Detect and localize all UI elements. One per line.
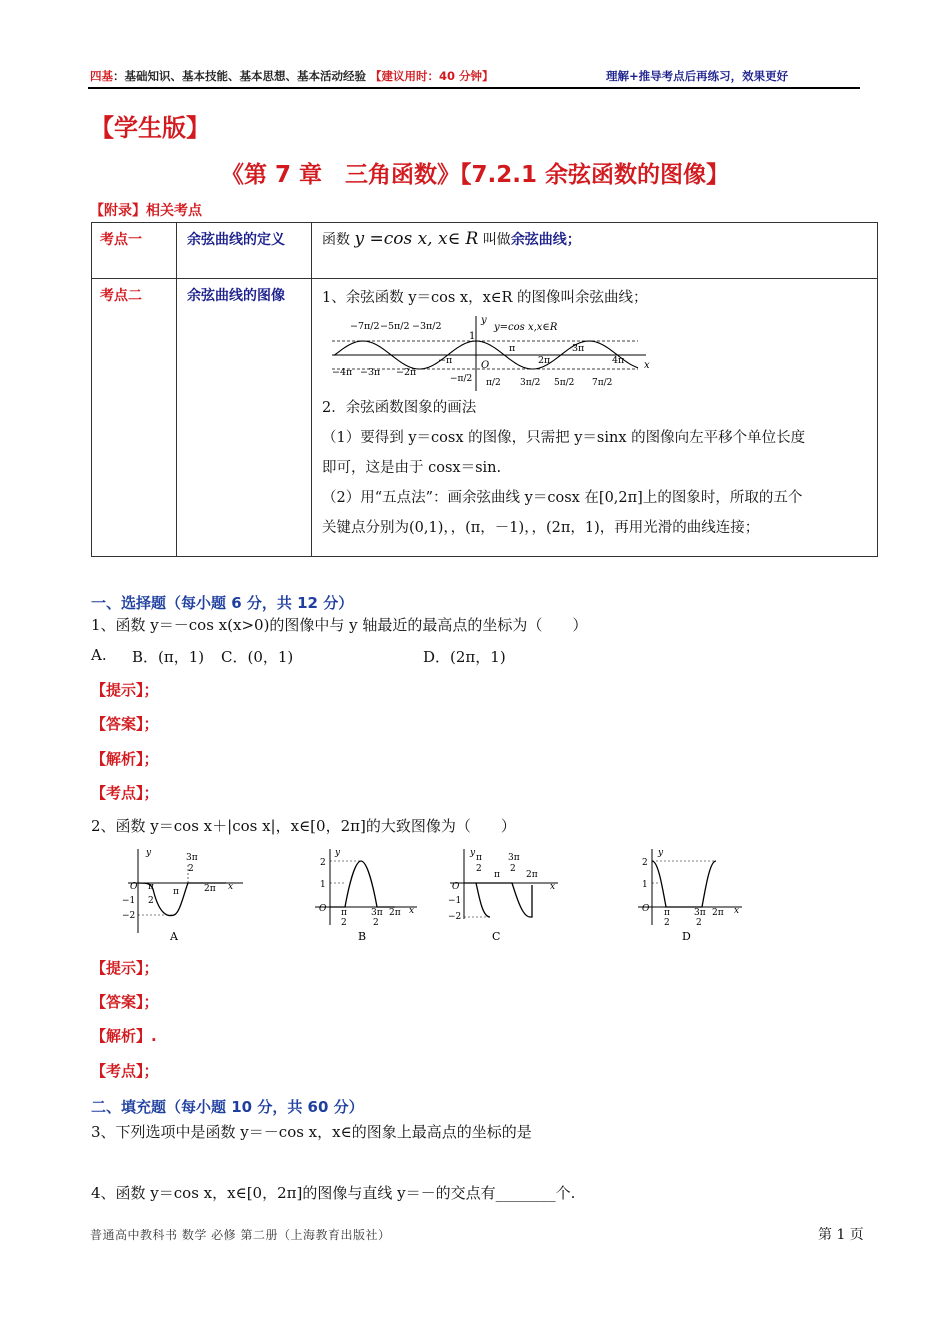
graph-c-curve-left bbox=[464, 883, 490, 917]
svg-text:π: π bbox=[148, 882, 154, 892]
row2-name: 余弦曲线的图像 bbox=[187, 288, 285, 304]
svg-text:−2: −2 bbox=[448, 912, 462, 922]
graph-lower-label: −3π bbox=[360, 367, 381, 378]
svg-text:y: y bbox=[470, 848, 476, 858]
svg-text:3π: 3π bbox=[694, 908, 706, 918]
q1-option-b[interactable]: B．(π，1) bbox=[132, 648, 205, 666]
edition-label: 【学生版】 bbox=[90, 114, 210, 142]
header-rule bbox=[88, 87, 860, 89]
svg-text:2: 2 bbox=[148, 896, 154, 906]
q2-graph-a[interactable] bbox=[118, 845, 248, 945]
row2-line5: （2）用“五点法”：画余弦曲线 y＝cosx 在[0,2π]上的图象时，所取的五个 bbox=[322, 490, 803, 506]
section1-title: 一、选择题（每小题 6 分，共 12 分） bbox=[91, 594, 354, 612]
graph-b-curve bbox=[330, 861, 395, 907]
graph-lower-frac: 5π/2 bbox=[554, 378, 575, 388]
svg-text:O: O bbox=[130, 882, 138, 892]
q2-answer: 【答案】； bbox=[91, 993, 159, 1011]
row2-line6: 关键点分别为(0,1)，，(π，－1)，，(2π，1)，再用光滑的曲线连接； bbox=[322, 520, 760, 536]
graph-lower-frac: 7π/2 bbox=[592, 378, 613, 388]
table-row bbox=[92, 279, 878, 557]
header-left-text: ：基础知识、基本技能、基本思想、基本活动经验 bbox=[113, 69, 366, 83]
table-row bbox=[92, 223, 878, 279]
svg-text:O: O bbox=[319, 904, 327, 914]
svg-text:3π: 3π bbox=[371, 908, 383, 918]
q1-point: 【考点】； bbox=[91, 784, 159, 802]
q1-stem: 1、函数 y＝－cos x(x>0)的图像中与 y 轴最近的最高点的坐标为（ ） bbox=[91, 616, 588, 634]
svg-text:x: x bbox=[228, 882, 234, 892]
svg-text:−2: −2 bbox=[122, 911, 136, 921]
svg-text:π: π bbox=[494, 870, 500, 880]
graph-top-tick: −3π/2 bbox=[412, 321, 442, 332]
header-right: 理解+推导考点后再练习，效果更好 bbox=[606, 69, 789, 83]
q1-hint: 【提示】； bbox=[91, 681, 159, 699]
row1-pre: 函数 bbox=[322, 232, 350, 248]
graph-top-tick: −5π/2 bbox=[380, 321, 410, 332]
svg-text:2: 2 bbox=[510, 864, 516, 874]
graph-lower-label: −4π bbox=[332, 367, 353, 378]
header-left bbox=[90, 68, 494, 84]
svg-text:π: π bbox=[341, 908, 347, 918]
svg-text:x: x bbox=[409, 906, 415, 916]
q1-answer: 【答案】； bbox=[91, 715, 159, 733]
graph-func-label: y=cos x,x∈R bbox=[494, 322, 558, 333]
graph-upper-label: 3π bbox=[572, 343, 585, 354]
cosine-graph bbox=[326, 313, 656, 393]
svg-text:−1: −1 bbox=[122, 896, 136, 906]
row2-line1: 1、余弦函数 y＝cos x，x∈R 的图像叫余弦曲线； bbox=[322, 290, 648, 306]
svg-text:3π: 3π bbox=[186, 853, 198, 863]
q2-graph-d[interactable] bbox=[630, 845, 750, 945]
svg-text:2π: 2π bbox=[204, 884, 216, 894]
appendix-label: 【附录】相关考点 bbox=[90, 203, 202, 219]
graph-y-tick: 1 bbox=[469, 331, 476, 342]
svg-text:3π: 3π bbox=[508, 853, 520, 863]
graph-y-label: y bbox=[481, 315, 487, 326]
q1-option-a[interactable]: A. bbox=[91, 646, 107, 664]
svg-text:2: 2 bbox=[642, 858, 648, 868]
row2-line2: 2．余弦函数图象的画法 bbox=[322, 400, 477, 416]
footer-left: 普通高中教科书 数学 必修 第二册（上海教育出版社） bbox=[90, 1228, 391, 1242]
svg-text:O: O bbox=[452, 882, 460, 892]
q2-graph-c[interactable] bbox=[446, 845, 566, 945]
svg-text:y: y bbox=[335, 848, 341, 858]
q3-stem: 3、下列选项中是函数 y＝－cos x，x∈的图象上最高点的坐标的是 bbox=[91, 1123, 532, 1141]
row2-id: 考点二 bbox=[100, 288, 142, 304]
q1-option-d[interactable]: D．(2π，1) bbox=[423, 648, 506, 666]
svg-text:π: π bbox=[173, 887, 179, 897]
row1-formula: y =cos x, x∈ R bbox=[354, 229, 479, 249]
q2-hint: 【提示】； bbox=[91, 959, 159, 977]
q4-stem: 4、函数 y＝cos x，x∈[0，2π]的图像与直线 y＝－的交点有________个. bbox=[91, 1184, 576, 1202]
header-time-hint: 【建议用时：40 分钟】 bbox=[370, 69, 494, 83]
svg-text:1: 1 bbox=[320, 880, 326, 890]
q1-option-c[interactable]: C．(0，1) bbox=[221, 648, 294, 666]
graph-lower-frac: π/2 bbox=[486, 378, 501, 388]
row2-line3: （1）要得到 y＝cosx 的图像，只需把 y＝sinx 的图像向左平移个单位长度 bbox=[322, 430, 806, 446]
svg-text:2: 2 bbox=[320, 858, 326, 868]
q2-label: A bbox=[170, 930, 178, 943]
svg-text:y: y bbox=[146, 848, 152, 858]
svg-text:2π: 2π bbox=[526, 870, 538, 880]
svg-text:O: O bbox=[642, 904, 650, 914]
svg-text:π: π bbox=[664, 908, 670, 918]
svg-text:2: 2 bbox=[188, 864, 194, 874]
svg-text:1: 1 bbox=[642, 880, 648, 890]
graph-lower-label: −2π bbox=[396, 367, 417, 378]
graph-d-curve bbox=[652, 861, 716, 907]
graph-origin: O bbox=[481, 360, 490, 371]
svg-text:2: 2 bbox=[341, 918, 347, 928]
q2-label: B bbox=[358, 930, 367, 943]
graph-upper-label: 4π bbox=[612, 355, 625, 366]
row1-id: 考点一 bbox=[100, 232, 142, 248]
graph-lower-frac: −π/2 bbox=[450, 374, 473, 384]
graph-x-label: x bbox=[644, 360, 650, 371]
row1-post: 叫做 bbox=[482, 232, 511, 248]
svg-text:2: 2 bbox=[696, 918, 702, 928]
svg-text:2: 2 bbox=[373, 918, 379, 928]
q1-analysis: 【解析】； bbox=[91, 750, 159, 768]
q2-label: C bbox=[492, 930, 501, 943]
q2-label: D bbox=[682, 930, 691, 943]
graph-upper-label: π bbox=[509, 343, 516, 354]
svg-text:2π: 2π bbox=[712, 908, 724, 918]
q2-analysis: 【解析】. bbox=[91, 1027, 157, 1045]
row1-term: 余弦曲线； bbox=[510, 232, 581, 248]
page-number: 第 1 页 bbox=[818, 1227, 864, 1243]
svg-text:2π: 2π bbox=[389, 908, 401, 918]
row1-name: 余弦曲线的定义 bbox=[187, 232, 285, 248]
svg-text:x: x bbox=[550, 882, 556, 892]
graph-upper-label: −π bbox=[438, 355, 453, 366]
svg-text:π: π bbox=[476, 853, 482, 863]
graph-top-tick: −7π/2 bbox=[350, 321, 380, 332]
section2-title: 二、填充题（每小题 10 分，共 60 分） bbox=[91, 1098, 364, 1116]
q2-graph-b[interactable] bbox=[305, 845, 425, 945]
key-points-table bbox=[91, 222, 878, 557]
header-tag: 四基 bbox=[90, 69, 113, 83]
svg-text:x: x bbox=[734, 906, 740, 916]
row2-line4: 即可，这是由于 cosx＝sin. bbox=[322, 460, 502, 476]
graph-lower-frac: 3π/2 bbox=[520, 378, 541, 388]
svg-text:2: 2 bbox=[664, 918, 670, 928]
page-title: 《第 7 章 三角函数》【7.2.1 余弦函数的图像】 bbox=[220, 162, 729, 188]
svg-text:y: y bbox=[658, 848, 664, 858]
q2-stem: 2、函数 y＝cos x＋|cos x|，x∈[0，2π]的大致图像为（ ） bbox=[91, 817, 516, 835]
graph-upper-label: 2π bbox=[538, 355, 551, 366]
q2-point: 【考点】； bbox=[91, 1062, 159, 1080]
svg-text:−1: −1 bbox=[448, 896, 462, 906]
svg-text:2: 2 bbox=[476, 864, 482, 874]
